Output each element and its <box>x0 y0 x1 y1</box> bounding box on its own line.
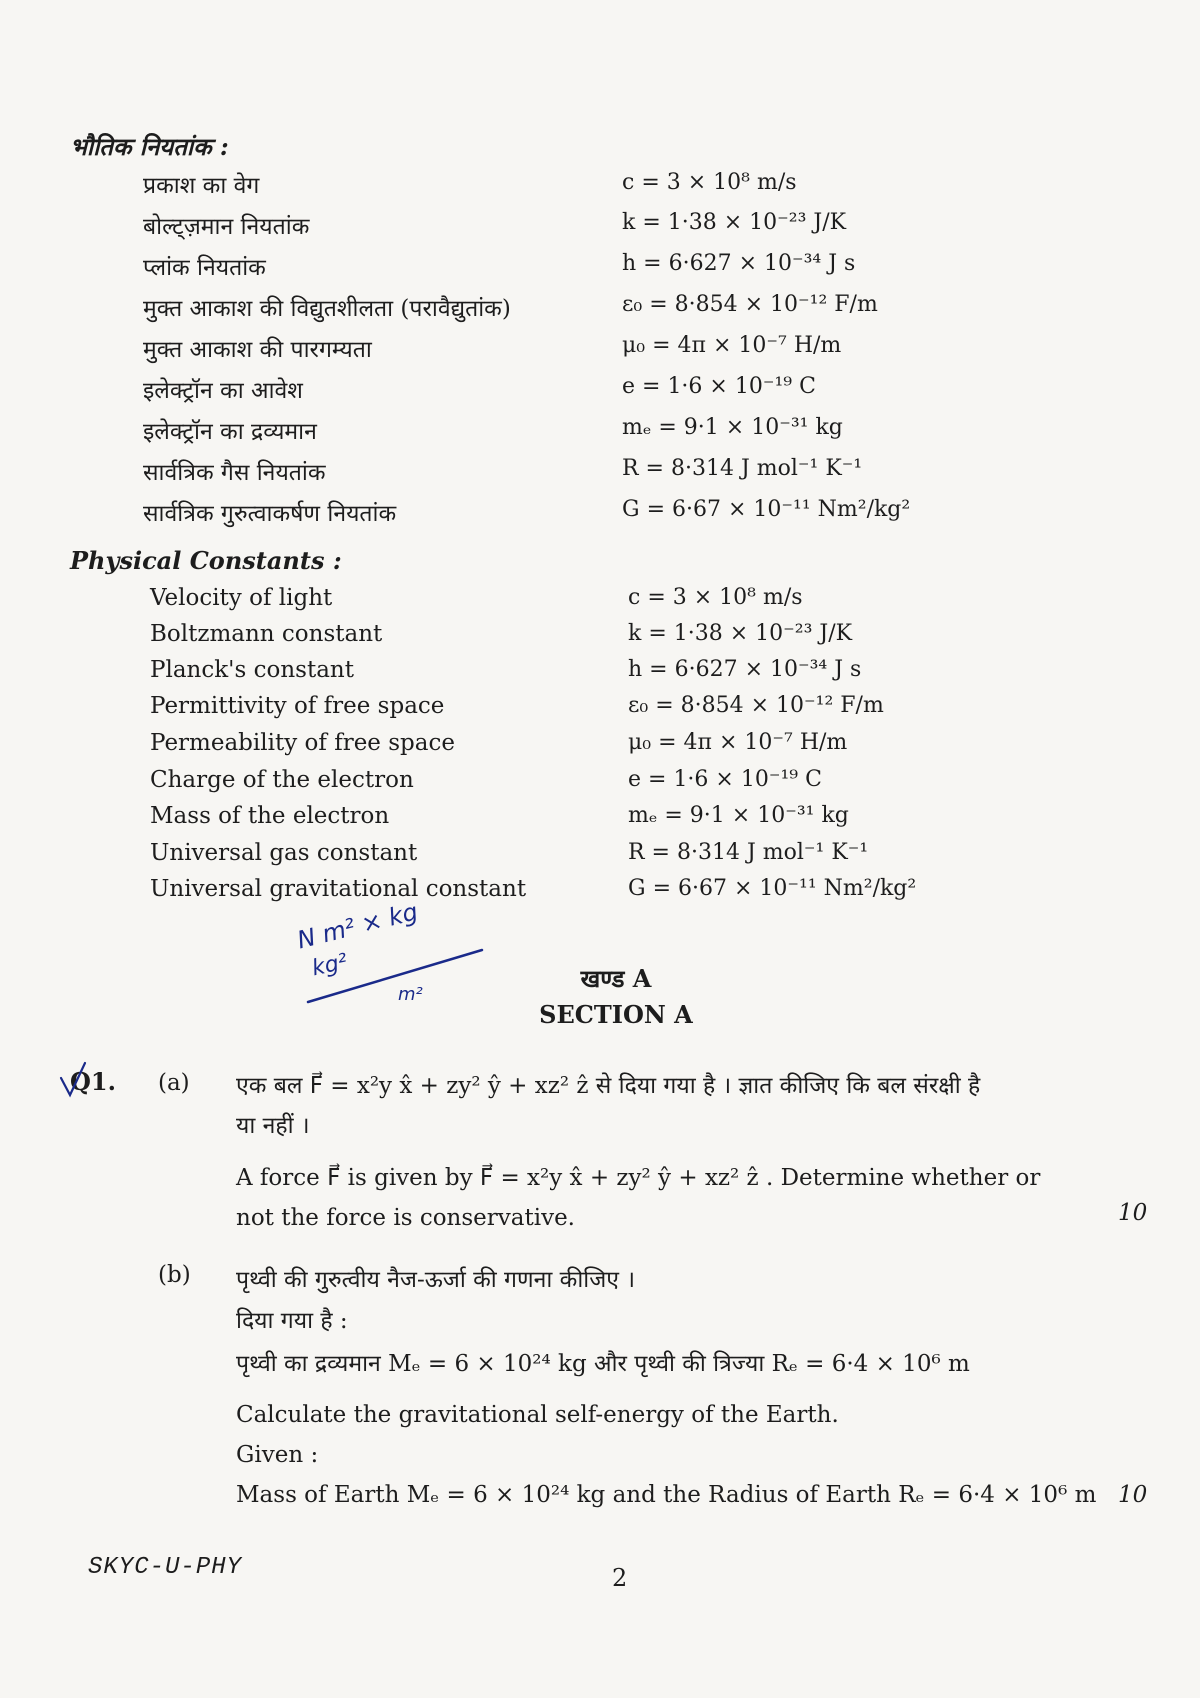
part-b-hindi-line1: पृथ्वी की गुरुत्वीय नैज-ऊर्जा की गणना कीजिए । <box>236 1267 636 1293</box>
hindi-constant-value: mₑ = 9·1 × 10⁻³¹ kg <box>622 415 843 440</box>
hindi-constant-value: R = 8·314 J mol⁻¹ K⁻¹ <box>622 456 863 481</box>
hindi-constant-label: प्रकाश का वेग <box>143 173 260 199</box>
question-number: Q1. <box>70 1067 116 1096</box>
hindi-constant-value: μ₀ = 4π × 10⁻⁷ H/m <box>622 333 842 358</box>
part-b-hindi-line2: दिया गया है : <box>236 1308 348 1334</box>
english-constant-value: G = 6·67 × 10⁻¹¹ Nm²/kg² <box>628 876 917 901</box>
english-constant-value: c = 3 × 10⁸ m/s <box>628 585 803 610</box>
part-a-hindi-line1: एक बल F⃗ = x²y x̂ + zy² ŷ + xz² ẑ से दिया गया है । ज्ञात कीजिए कि बल संरक्षी है <box>236 1073 981 1099</box>
section-heading-hindi: खण्ड A <box>580 964 652 993</box>
part-a-english-line2: not the force is conservative. <box>236 1205 575 1231</box>
paper-code: SKYC-U-PHY <box>88 1554 243 1581</box>
page-number: 2 <box>612 1564 628 1592</box>
hindi-constant-value: h = 6·627 × 10⁻³⁴ J s <box>622 251 856 276</box>
part-a-label: (a) <box>158 1070 190 1096</box>
section-heading-english: SECTION A <box>539 1000 693 1029</box>
english-constant-label: Universal gravitational constant <box>150 876 527 902</box>
handwritten-note-line3: m² <box>398 984 423 1005</box>
check-mark-icon <box>58 1060 88 1100</box>
english-constant-value: ε₀ = 8·854 × 10⁻¹² F/m <box>628 693 884 718</box>
hindi-constant-label: सार्वत्रिक गैस नियतांक <box>143 460 326 486</box>
part-b-marks: 10 <box>1118 1482 1148 1508</box>
hindi-constant-label: प्लांक नियतांक <box>143 255 266 281</box>
hindi-constant-value: e = 1·6 × 10⁻¹⁹ C <box>622 374 816 399</box>
handwritten-note-line1: N m² × kg <box>294 897 421 955</box>
handwritten-note-line2: kg² <box>309 949 350 982</box>
handwritten-note-stroke <box>300 940 490 1010</box>
hindi-constant-value: G = 6·67 × 10⁻¹¹ Nm²/kg² <box>622 497 911 522</box>
part-a-hindi-line2: या नहीं । <box>236 1113 310 1139</box>
hindi-constant-label: बोल्ट्ज़मान नियतांक <box>143 214 310 240</box>
english-constant-value: μ₀ = 4π × 10⁻⁷ H/m <box>628 730 848 755</box>
hindi-constants-heading: भौतिक नियतांक : <box>70 132 229 161</box>
hindi-constant-label: सार्वत्रिक गुरुत्वाकर्षण नियतांक <box>143 501 397 527</box>
part-b-english-line3: Mass of Earth Mₑ = 6 × 10²⁴ kg and the Radius of Earth Rₑ = 6·4 × 10⁶ m <box>236 1482 1097 1508</box>
english-constant-value: h = 6·627 × 10⁻³⁴ J s <box>628 657 862 682</box>
english-constant-label: Permeability of free space <box>150 730 455 756</box>
hindi-constant-label: इलेक्ट्रॉन का द्रव्यमान <box>143 419 317 445</box>
part-a-english-line1: A force F⃗ is given by F⃗ = x²y x̂ + zy² ŷ + xz² ẑ . Determine whether or <box>236 1165 1041 1191</box>
english-constant-label: Boltzmann constant <box>150 621 383 647</box>
english-constants-heading: Physical Constants : <box>70 546 342 575</box>
part-b-english-line1: Calculate the gravitational self-energy of the Earth. <box>236 1402 839 1428</box>
english-constant-label: Charge of the electron <box>150 767 414 793</box>
english-constant-label: Velocity of light <box>150 585 333 611</box>
part-b-english-line2: Given : <box>236 1442 319 1468</box>
english-constant-label: Planck's constant <box>150 657 354 683</box>
part-b-label: (b) <box>158 1262 191 1288</box>
hindi-constant-label: मुक्त आकाश की विद्युतशीलता (परावैद्युतांक) <box>143 296 511 322</box>
english-constant-label: Universal gas constant <box>150 840 418 866</box>
hindi-constant-value: k = 1·38 × 10⁻²³ J/K <box>622 210 847 235</box>
english-constant-value: R = 8·314 J mol⁻¹ K⁻¹ <box>628 840 869 865</box>
part-b-hindi-line3: पृथ्वी का द्रव्यमान Mₑ = 6 × 10²⁴ kg और पृथ्वी की त्रिज्या Rₑ = 6·4 × 10⁶ m <box>236 1351 970 1377</box>
part-a-marks: 10 <box>1118 1200 1148 1226</box>
hindi-constant-label: मुक्त आकाश की पारगम्यता <box>143 337 372 363</box>
hindi-constant-value: c = 3 × 10⁸ m/s <box>622 170 797 195</box>
hindi-constant-value: ε₀ = 8·854 × 10⁻¹² F/m <box>622 292 878 317</box>
english-constant-value: k = 1·38 × 10⁻²³ J/K <box>628 621 853 646</box>
hindi-constant-label: इलेक्ट्रॉन का आवेश <box>143 378 303 404</box>
english-constant-label: Mass of the electron <box>150 803 390 829</box>
english-constant-value: e = 1·6 × 10⁻¹⁹ C <box>628 767 822 792</box>
english-constant-label: Permittivity of free space <box>150 693 445 719</box>
english-constant-value: mₑ = 9·1 × 10⁻³¹ kg <box>628 803 849 828</box>
